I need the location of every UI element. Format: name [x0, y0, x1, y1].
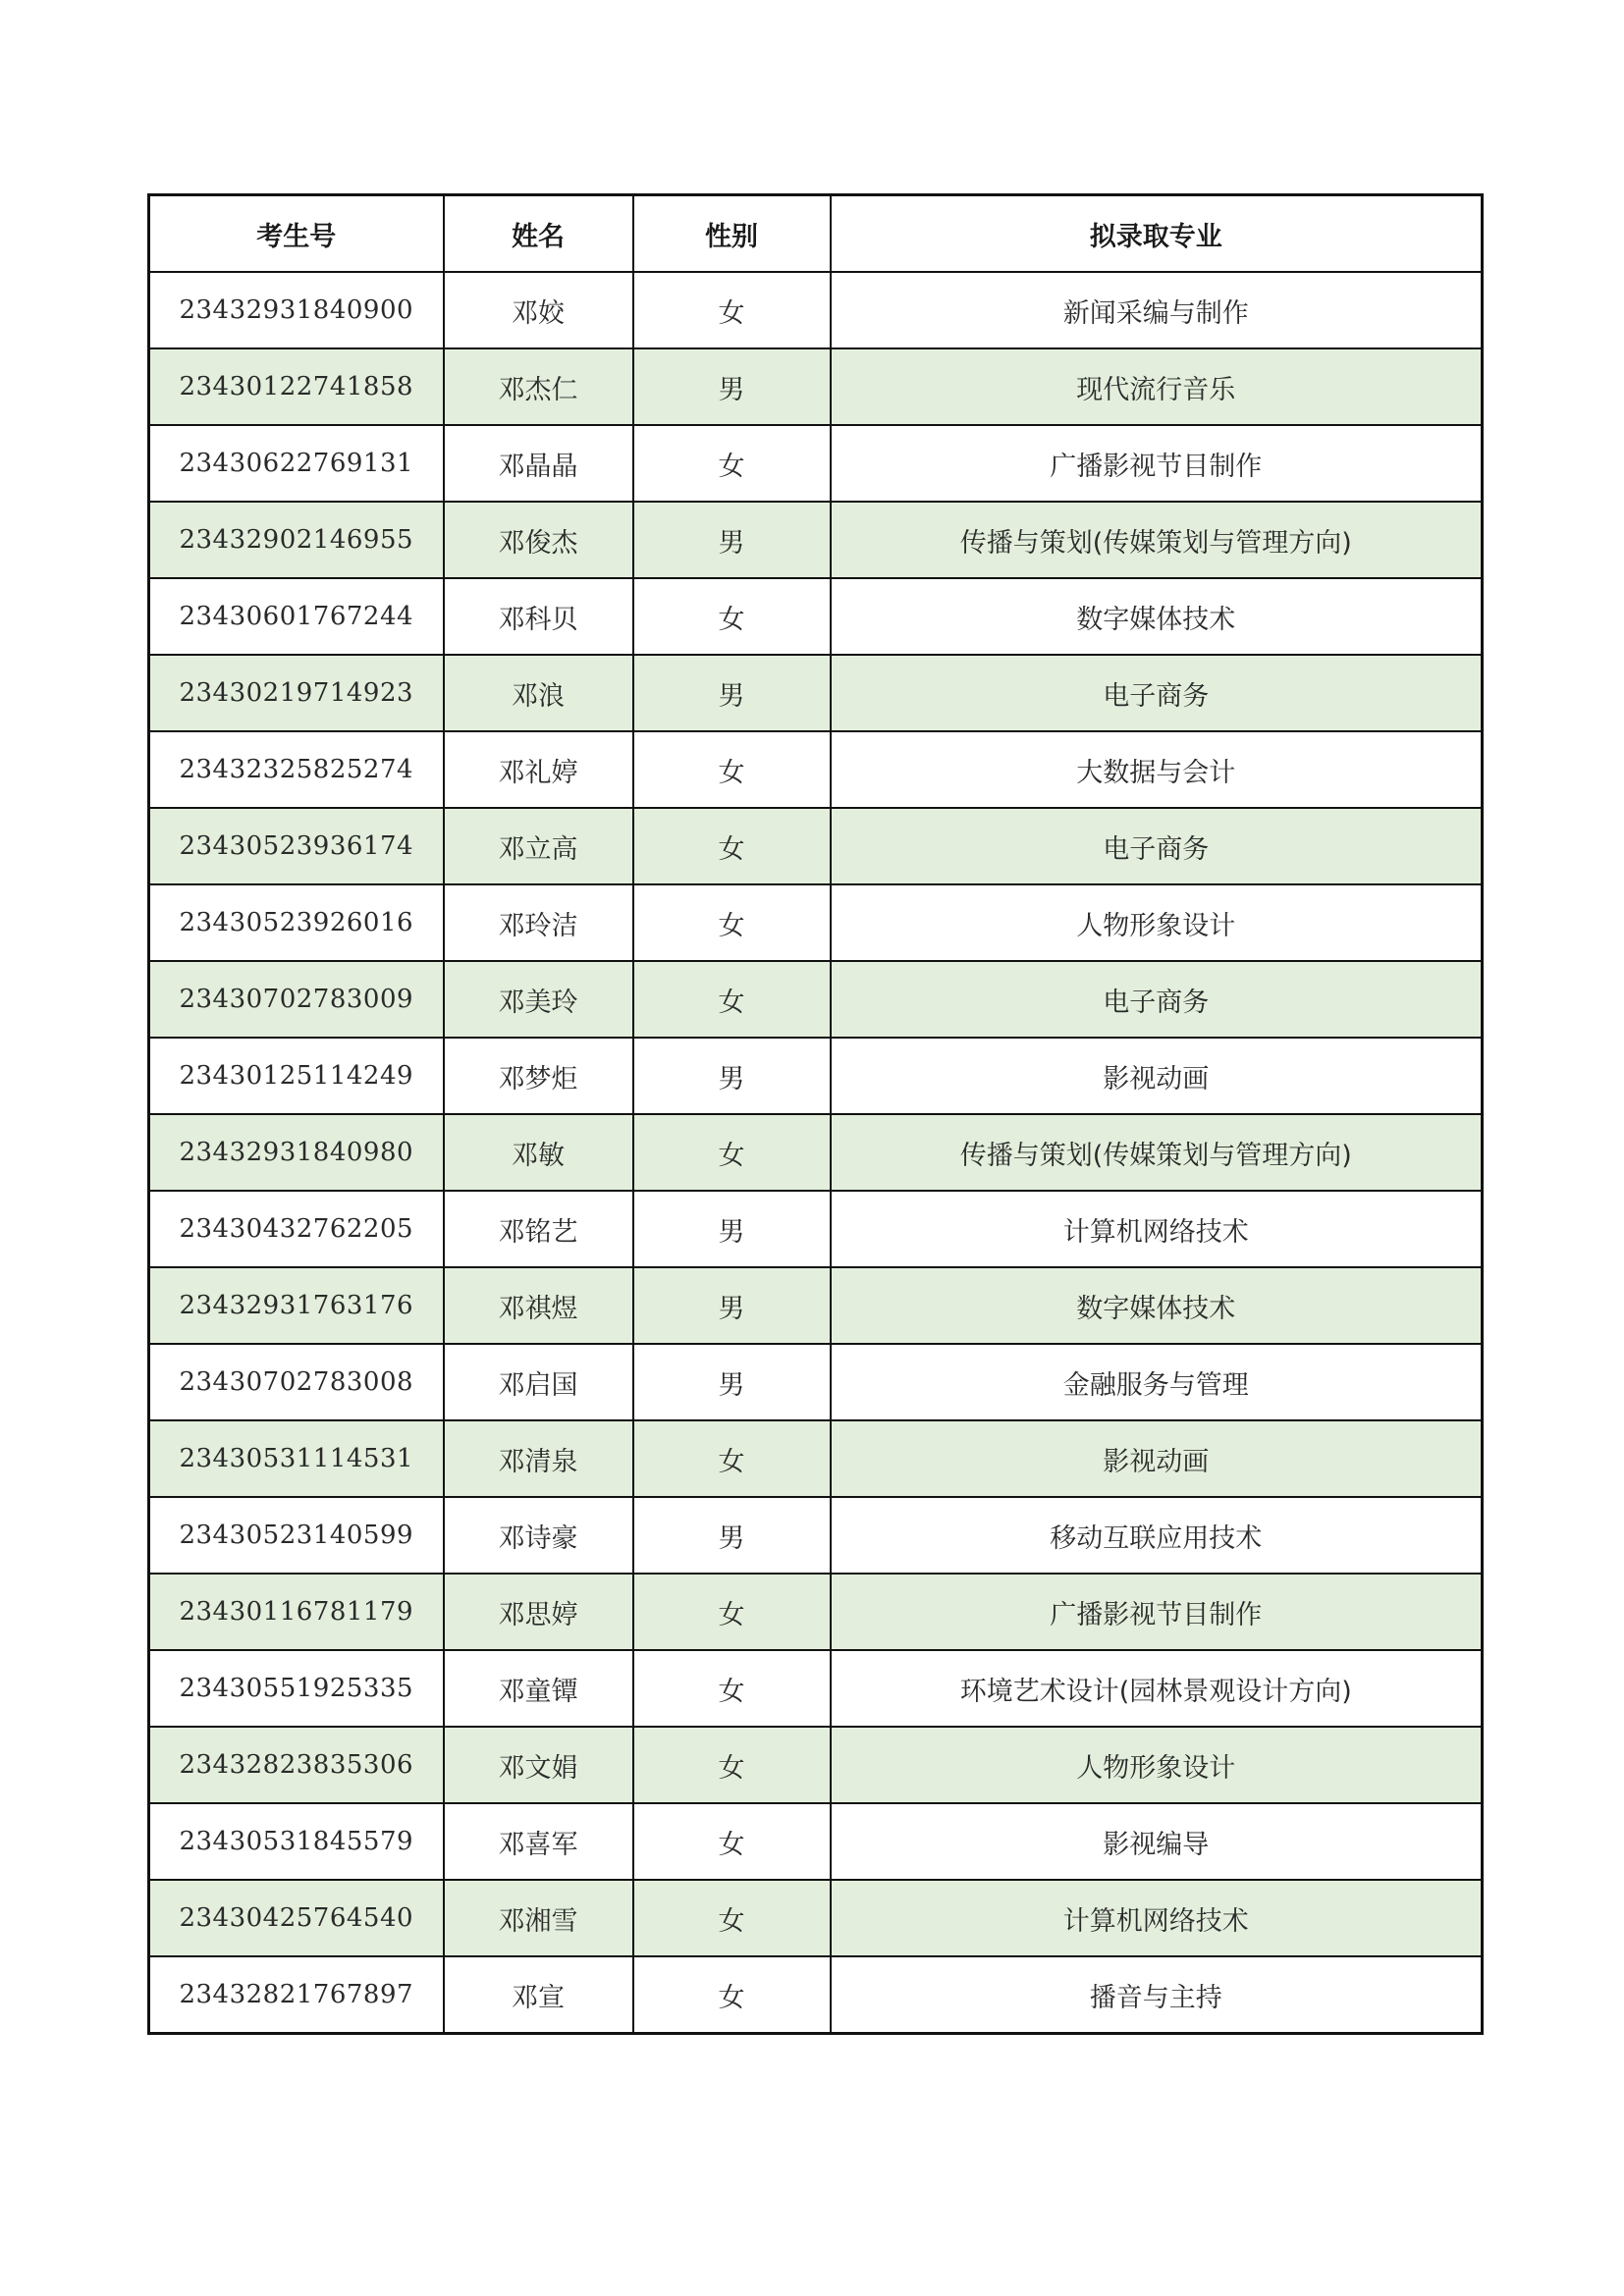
name-cell: 邓立高 — [444, 808, 633, 884]
admission-table — [147, 193, 1484, 2035]
candidate-id-cell: 23430702783008 — [149, 1344, 444, 1420]
table-row — [149, 884, 1483, 961]
major-cell: 金融服务与管理 — [831, 1344, 1483, 1420]
candidate-id-cell: 23430622769131 — [149, 425, 444, 502]
name-cell: 邓清泉 — [444, 1420, 633, 1497]
major-cell: 影视动画 — [831, 1038, 1483, 1114]
candidate-id-cell: 23430702783009 — [149, 961, 444, 1038]
major-cell: 计算机网络技术 — [831, 1880, 1483, 1956]
gender-cell: 女 — [633, 1420, 831, 1497]
major-cell: 人物形象设计 — [831, 884, 1483, 961]
header-candidate-id: 考生号 — [149, 195, 444, 273]
name-cell: 邓梦炬 — [444, 1038, 633, 1114]
table-row — [149, 1038, 1483, 1114]
gender-cell: 女 — [633, 1956, 831, 2034]
name-cell: 邓启国 — [444, 1344, 633, 1420]
name-cell: 邓童镡 — [444, 1650, 633, 1727]
table-row — [149, 502, 1483, 578]
gender-cell: 男 — [633, 1497, 831, 1574]
gender-cell: 女 — [633, 884, 831, 961]
gender-cell: 男 — [633, 1267, 831, 1344]
table-row — [149, 1574, 1483, 1650]
name-cell: 邓喜军 — [444, 1803, 633, 1880]
table-row — [149, 425, 1483, 502]
candidate-id-cell: 23430219714923 — [149, 655, 444, 731]
gender-cell: 男 — [633, 1191, 831, 1267]
major-cell: 电子商务 — [831, 655, 1483, 731]
candidate-id-cell: 23430523140599 — [149, 1497, 444, 1574]
candidate-id-cell: 23432902146955 — [149, 502, 444, 578]
gender-cell: 女 — [633, 961, 831, 1038]
table-row — [149, 1114, 1483, 1191]
name-cell: 邓晶晶 — [444, 425, 633, 502]
table-row — [149, 348, 1483, 425]
name-cell: 邓宣 — [444, 1956, 633, 2034]
major-cell: 广播影视节目制作 — [831, 425, 1483, 502]
major-cell: 影视编导 — [831, 1803, 1483, 1880]
major-cell: 现代流行音乐 — [831, 348, 1483, 425]
gender-cell: 男 — [633, 1038, 831, 1114]
candidate-id-cell: 23432821767897 — [149, 1956, 444, 2034]
gender-cell: 男 — [633, 655, 831, 731]
candidate-id-cell: 23430531114531 — [149, 1420, 444, 1497]
candidate-id-cell: 23432325825274 — [149, 731, 444, 808]
name-cell: 邓姣 — [444, 272, 633, 348]
major-cell: 电子商务 — [831, 808, 1483, 884]
table-row — [149, 731, 1483, 808]
gender-cell: 女 — [633, 578, 831, 655]
name-cell: 邓浪 — [444, 655, 633, 731]
candidate-id-cell: 23430523936174 — [149, 808, 444, 884]
candidate-id-cell: 23430432762205 — [149, 1191, 444, 1267]
gender-cell: 女 — [633, 1880, 831, 1956]
header-gender: 性别 — [633, 195, 831, 273]
candidate-id-cell: 23430125114249 — [149, 1038, 444, 1114]
gender-cell: 女 — [633, 1650, 831, 1727]
candidate-id-cell: 23430551925335 — [149, 1650, 444, 1727]
major-cell: 广播影视节目制作 — [831, 1574, 1483, 1650]
table-row — [149, 578, 1483, 655]
gender-cell: 男 — [633, 1344, 831, 1420]
table-row — [149, 1344, 1483, 1420]
major-cell: 计算机网络技术 — [831, 1191, 1483, 1267]
candidate-id-cell: 23432931840900 — [149, 272, 444, 348]
major-cell: 新闻采编与制作 — [831, 272, 1483, 348]
name-cell: 邓科贝 — [444, 578, 633, 655]
major-cell: 数字媒体技术 — [831, 1267, 1483, 1344]
table-row — [149, 1420, 1483, 1497]
table-row — [149, 961, 1483, 1038]
table-row — [149, 1497, 1483, 1574]
major-cell: 移动互联应用技术 — [831, 1497, 1483, 1574]
major-cell: 数字媒体技术 — [831, 578, 1483, 655]
major-cell: 人物形象设计 — [831, 1727, 1483, 1803]
table-header — [149, 195, 1483, 273]
major-cell: 电子商务 — [831, 961, 1483, 1038]
name-cell: 邓祺煜 — [444, 1267, 633, 1344]
table-row — [149, 1803, 1483, 1880]
gender-cell: 女 — [633, 1803, 831, 1880]
name-cell: 邓诗豪 — [444, 1497, 633, 1574]
gender-cell: 男 — [633, 348, 831, 425]
major-cell: 传播与策划(传媒策划与管理方向) — [831, 502, 1483, 578]
name-cell: 邓文娟 — [444, 1727, 633, 1803]
name-cell: 邓湘雪 — [444, 1880, 633, 1956]
table-row — [149, 1727, 1483, 1803]
gender-cell: 男 — [633, 502, 831, 578]
candidate-id-cell: 23432931763176 — [149, 1267, 444, 1344]
gender-cell: 女 — [633, 425, 831, 502]
major-cell: 播音与主持 — [831, 1956, 1483, 2034]
name-cell: 邓礼婷 — [444, 731, 633, 808]
name-cell: 邓玲洁 — [444, 884, 633, 961]
candidate-id-cell: 23430601767244 — [149, 578, 444, 655]
major-cell: 大数据与会计 — [831, 731, 1483, 808]
candidate-id-cell: 23432931840980 — [149, 1114, 444, 1191]
table-row — [149, 1191, 1483, 1267]
table-row — [149, 1267, 1483, 1344]
major-cell: 环境艺术设计(园林景观设计方向) — [831, 1650, 1483, 1727]
candidate-id-cell: 23430116781179 — [149, 1574, 444, 1650]
gender-cell: 女 — [633, 731, 831, 808]
candidate-id-cell: 23430122741858 — [149, 348, 444, 425]
major-cell: 影视动画 — [831, 1420, 1483, 1497]
major-cell: 传播与策划(传媒策划与管理方向) — [831, 1114, 1483, 1191]
name-cell: 邓思婷 — [444, 1574, 633, 1650]
table-row — [149, 272, 1483, 348]
candidate-id-cell: 23430523926016 — [149, 884, 444, 961]
header-name: 姓名 — [444, 195, 633, 273]
gender-cell: 女 — [633, 272, 831, 348]
candidate-id-cell: 23430531845579 — [149, 1803, 444, 1880]
name-cell: 邓铭艺 — [444, 1191, 633, 1267]
table-row — [149, 1880, 1483, 1956]
table-body — [149, 272, 1483, 2034]
candidate-id-cell: 23432823835306 — [149, 1727, 444, 1803]
gender-cell: 女 — [633, 808, 831, 884]
name-cell: 邓杰仁 — [444, 348, 633, 425]
table-row — [149, 808, 1483, 884]
name-cell: 邓敏 — [444, 1114, 633, 1191]
name-cell: 邓俊杰 — [444, 502, 633, 578]
gender-cell: 女 — [633, 1574, 831, 1650]
candidate-id-cell: 23430425764540 — [149, 1880, 444, 1956]
table-row — [149, 1956, 1483, 2034]
gender-cell: 女 — [633, 1727, 831, 1803]
table-row — [149, 655, 1483, 731]
gender-cell: 女 — [633, 1114, 831, 1191]
header-major: 拟录取专业 — [831, 195, 1483, 273]
name-cell: 邓美玲 — [444, 961, 633, 1038]
header-row — [149, 195, 1483, 273]
table-row — [149, 1650, 1483, 1727]
